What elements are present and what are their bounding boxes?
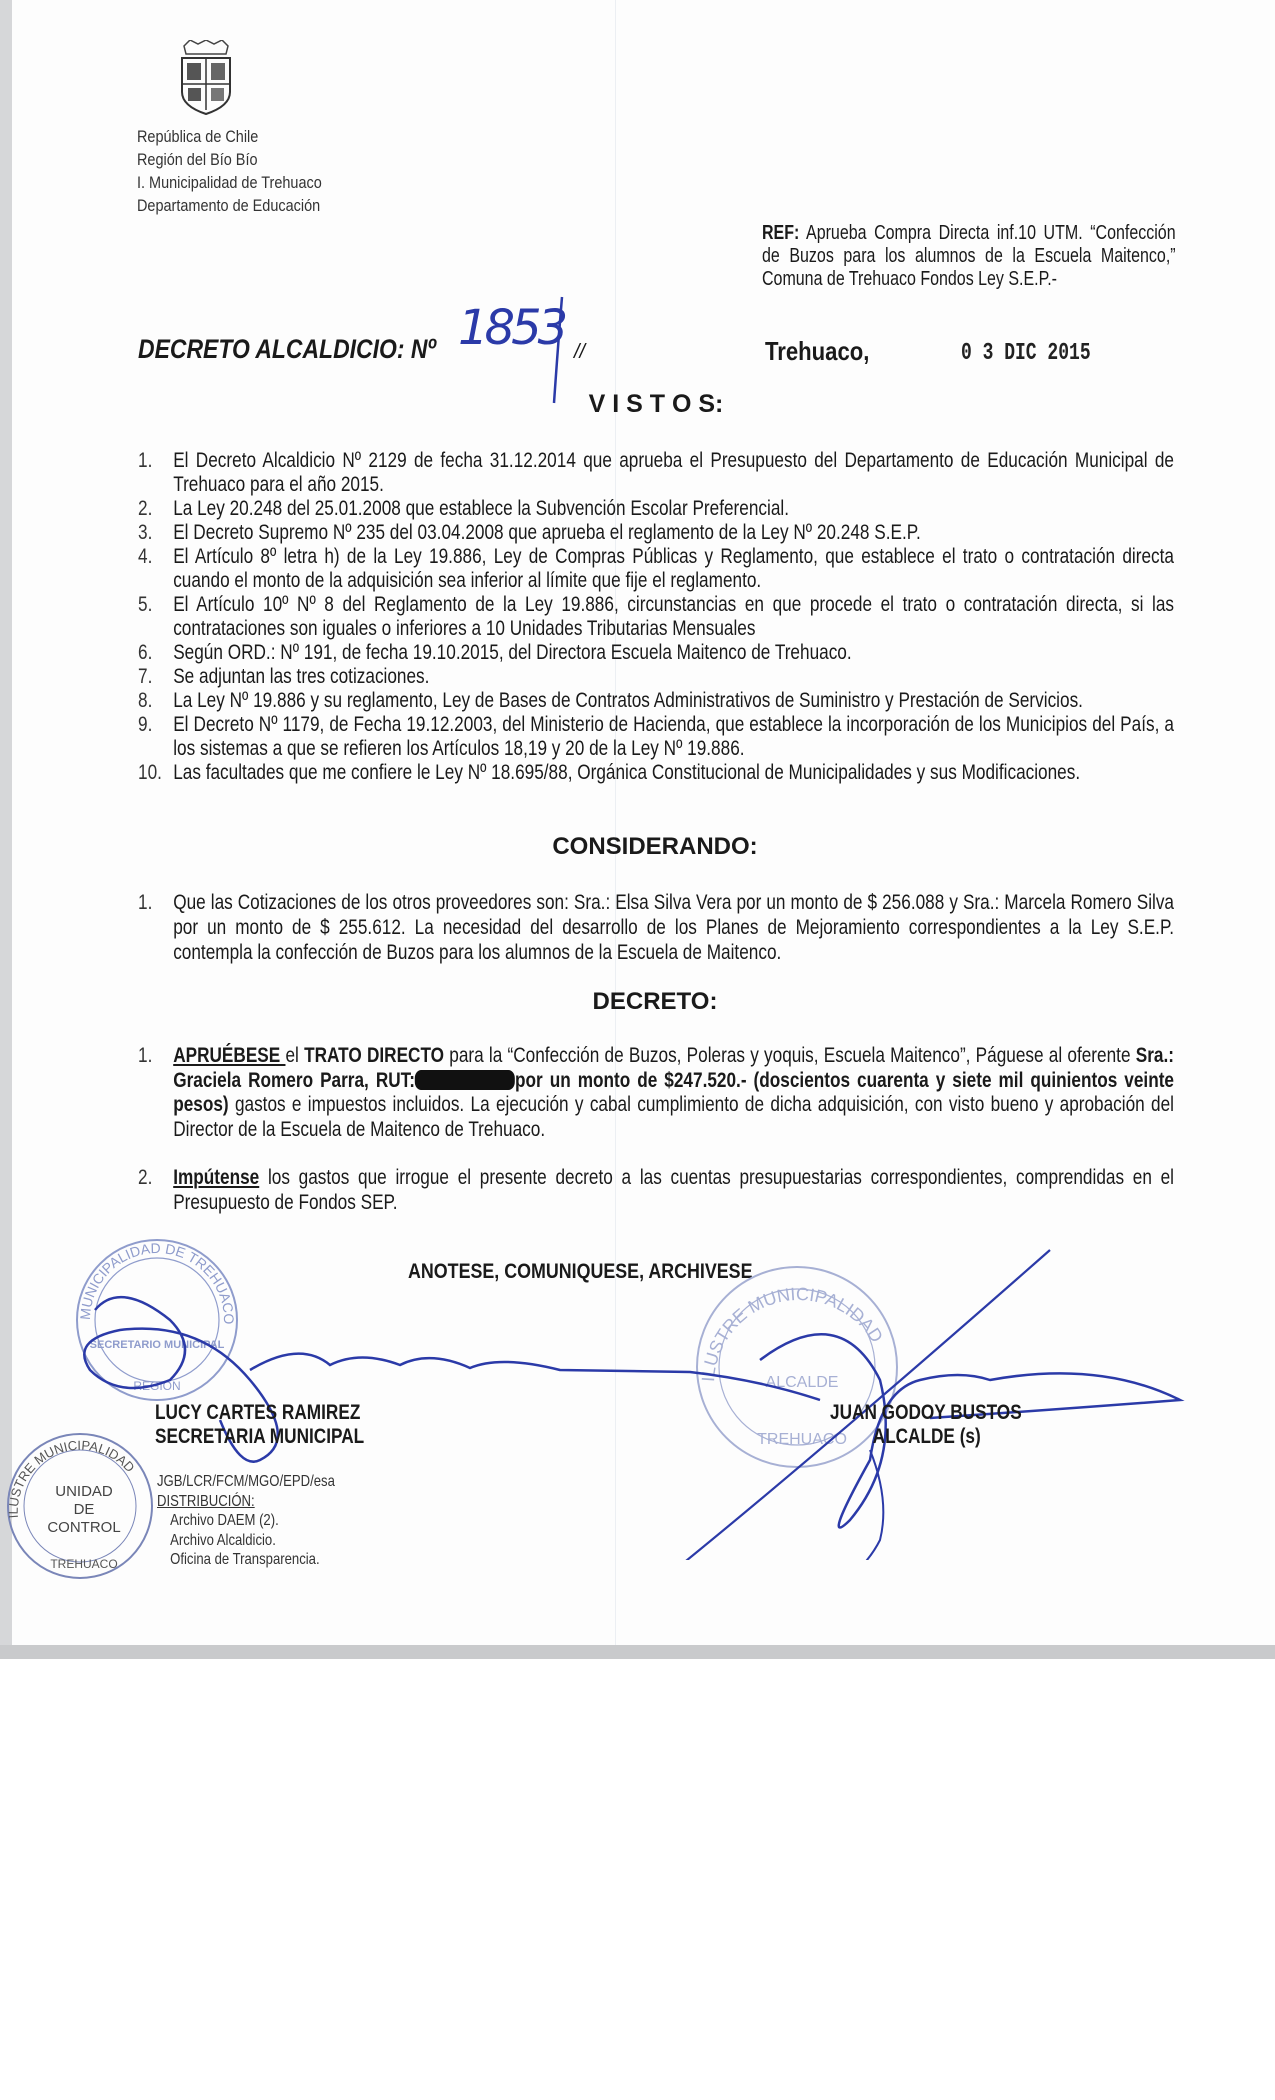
- supplier: Sra.: Graciela Romero Parra, RUT:: [173, 1043, 1174, 1092]
- item-text: El Decreto Nº 1179, de Fecha 19.12.2003, del Ministerio de Hacienda, que establece la incorporación de los Municipios del País, a los sistemas a que se refieren los Artículos 18,19 y 20 de la Ley Nº 19.886.: [173, 712, 1174, 760]
- vistos-list: [138, 448, 1174, 784]
- item-number: 1.: [138, 1043, 153, 1067]
- decreto-heading: DECRETO:: [592, 988, 718, 1015]
- considerando-item: [138, 890, 1174, 965]
- vistos-item: [138, 688, 1174, 712]
- vistos-item: [138, 496, 1174, 520]
- vistos-item: [138, 592, 1174, 640]
- item-number: 1.: [138, 890, 153, 914]
- item-text: Que las Cotizaciones de los otros proveedores son: Sra.: Elsa Silva Vera por un monto de $ 256.088 y Sra.: Marcela Romero Silva por un monto de $ 255.612. La necesidad del desarrollo de los Planes de Mejoramiento correspondientes a la Ley S.E.P. contempla la confección de Buzos para los alumnos de la Escuela de Maitenco.: [173, 890, 1174, 964]
- item-number: 10.: [138, 760, 162, 784]
- considerando-list: [138, 890, 1174, 965]
- distribution-item: Archivo DAEM (2).: [170, 1512, 279, 1529]
- stamp-text: TREHUACO: [50, 1557, 118, 1571]
- amount: por un monto de $247.520.- (doscientos cuarenta y siete mil quinientos veinte pesos): [173, 1067, 1174, 1116]
- redacted-rut: [415, 1070, 515, 1090]
- date-stamp: 0 3 DIC 2015: [961, 340, 1091, 367]
- handwritten-slash: [548, 295, 568, 405]
- vistos-item: [138, 760, 1174, 784]
- item-number: 2.: [138, 1165, 153, 1189]
- left-signatory: [155, 1401, 364, 1449]
- item-text: Según ORD.: Nº 191, de fecha 19.10.2015, del Directora Escuela Maitenco de Trehuaco.: [173, 640, 852, 664]
- item-number: 5.: [138, 592, 153, 616]
- distribution-item: Oficina de Transparencia.: [170, 1551, 320, 1568]
- considerando-heading: CONSIDERANDO:: [552, 833, 758, 860]
- decreto-item-1: [138, 1043, 1174, 1141]
- item-number: 1.: [138, 448, 153, 472]
- item-number: 4.: [138, 544, 153, 568]
- item-number: 3.: [138, 520, 153, 544]
- footer: [157, 1472, 335, 1570]
- item-text: Se adjuntan las tres cotizaciones.: [173, 664, 430, 688]
- right-signatory-title: ALCALDE (s): [872, 1425, 981, 1448]
- stamp-text: REGION: [133, 1379, 181, 1393]
- right-signatory: [830, 1401, 1022, 1449]
- distribution-item: Archivo Alcaldicio.: [170, 1531, 276, 1549]
- vistos-item: [138, 448, 1174, 496]
- ref-text: Aprueba Compra Directa inf.10 UTM. “Confección de Buzos para los alumnos de la Escuela Maitenco,” Comuna de Trehuaco Fondos Ley S.E.P.-: [762, 222, 1176, 290]
- item-text: El Decreto Alcaldicio Nº 2129 de fecha 31.12.2014 que aprueba el Presupuesto del Departamento de Educación Municipal de Trehuaco para el año 2015.: [173, 448, 1174, 496]
- decreto-item-2: [138, 1165, 1174, 1214]
- item-text: El Artículo 8º letra h) de la Ley 19.886, Ley de Compras Públicas y Reglamento, que establece el trato o contratación directa cuando el monto de la adquisición sea inferior al límite que fije el reglamento.: [173, 544, 1174, 592]
- stamp-text: UNIDAD: [55, 1483, 113, 1500]
- item-text: La Ley Nº 19.886 y su reglamento, Ley de Bases de Contratos Administrativos de Suministro y Prestación de Servicios.: [173, 688, 1083, 712]
- vistos-item: [138, 664, 1174, 688]
- imputense-label: Impútense: [173, 1165, 260, 1189]
- scan-bottom-shadow: [0, 1645, 1275, 1659]
- item-text: El Artículo 10º Nº 8 del Reglamento de la Ley 19.886, circunstancias en que procede el trato o contratación directa, si las contrataciones son iguales o inferiores a 10 Unidades Tributarias Mensuales: [173, 592, 1174, 640]
- initials: JGB/LCR/FCM/MGO/EPD/esa: [157, 1473, 335, 1490]
- place: Trehuaco,: [765, 336, 870, 366]
- vistos-item: [138, 712, 1174, 760]
- vistos-heading: V I S T O S:: [588, 390, 724, 418]
- stamp-text: DE: [73, 1501, 95, 1518]
- letterhead: [137, 125, 322, 217]
- ref-label: REF:: [762, 222, 800, 244]
- text: gastos e impuestos incluidos. La ejecución y cabal cumplimiento de dicha adquisición, con visto bueno y aprobación del Director de la Escuela de Maitenco de Trehuaco.: [173, 1092, 1174, 1141]
- decree-number-handwritten: 1853: [458, 300, 565, 356]
- stamp-text: ILUSTRE MUNICIPALIDAD: [5, 1437, 138, 1519]
- vistos-item: [138, 544, 1174, 592]
- item-number: 2.: [138, 496, 153, 520]
- item-text: El Decreto Supremo Nº 235 del 03.04.2008 que aprueba el reglamento de la Ley Nº 20.248 S.E.P.: [173, 520, 921, 544]
- stamp-text: ILUSTRE MUNICIPALIDAD: [697, 1283, 887, 1383]
- item-text: La Ley 20.248 del 25.01.2008 que establece la Subvención Escolar Preferencial.: [173, 496, 790, 520]
- municipal-crest-logo: [176, 40, 236, 116]
- stamp-text: ALCALDE: [765, 1374, 839, 1391]
- left-signatory-title: SECRETARIA MUNICIPAL: [155, 1425, 365, 1448]
- apruebese-label: APRUÉBESE: [173, 1043, 286, 1067]
- reference-block: [762, 222, 1176, 291]
- item-number: 8.: [138, 688, 153, 712]
- item-number: 6.: [138, 640, 153, 664]
- vistos-item: [138, 640, 1174, 664]
- stamp-text: MUNICIPALIDAD DE TREHUACO: [76, 1239, 238, 1325]
- text: el: [285, 1043, 305, 1067]
- vistos-item: [138, 520, 1174, 544]
- letterhead-line: Región del Bío Bío: [137, 150, 258, 169]
- left-signatory-name: LUCY CARTES RAMIREZ: [155, 1401, 361, 1424]
- decree-suffix: //: [574, 341, 586, 363]
- decree-title-line: [138, 334, 436, 365]
- item-text: Las facultades que me confiere le Ley Nº 18.695/88, Orgánica Constitucional de Municipalidades y sus Modificaciones.: [173, 760, 1081, 784]
- closing-formula: ANOTESE, COMUNIQUESE, ARCHIVESE: [408, 1260, 753, 1283]
- item-number: 7.: [138, 664, 153, 688]
- letterhead-line: República de Chile: [137, 127, 259, 146]
- trato-directo-label: TRATO DIRECTO: [304, 1043, 445, 1067]
- text: para la “Confección de Buzos, Poleras y yoquis, Escuela Maitenco”, Páguese al oferente: [444, 1043, 1136, 1067]
- stamp-text: TREHUACO: [757, 1431, 847, 1448]
- decree-title: DECRETO ALCALDICIO: Nº: [138, 334, 436, 364]
- decreto-list: [138, 1043, 1174, 1214]
- letterhead-line: Departamento de Educación: [137, 196, 321, 215]
- stamp-text: SECRETARIO MUNICIPAL: [89, 1339, 225, 1351]
- right-signatory-name: JUAN GODOY BUSTOS: [830, 1401, 1022, 1424]
- text: los gastos que irrogue el presente decreto a las cuentas presupuestarias correspondientes, comprendidas en el Presupuesto de Fondos SEP.: [173, 1165, 1175, 1214]
- item-number: 9.: [138, 712, 153, 736]
- distribution-label: DISTRIBUCIÓN:: [157, 1492, 255, 1510]
- letterhead-line: I. Municipalidad de Trehuaco: [137, 173, 322, 192]
- stamp-text: CONTROL: [47, 1519, 121, 1536]
